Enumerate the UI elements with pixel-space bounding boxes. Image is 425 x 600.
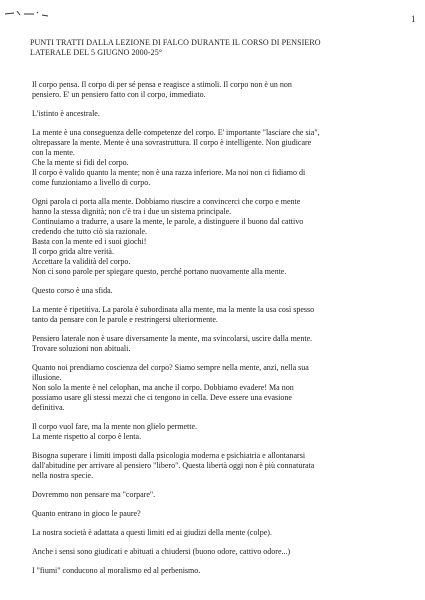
text-line: Trovare soluzioni non abituali. — [32, 344, 131, 353]
paragraph — [32, 80, 407, 100]
text-line: Non solo la mente è nel celophan, ma anche il corpo. Dobbiamo evadere! Ma non — [32, 383, 294, 392]
text-line: Il corpo è valido quanto la mente; non è una razza inferiore. Ma noi non ci fidiamo di — [32, 168, 306, 177]
text-line: illusione. — [32, 373, 62, 382]
paragraph — [32, 422, 407, 442]
title-line: PUNTI TRATTI DALLA LEZIONE DI FALCO DURANTE IL CORSO DI PENSIERO — [30, 38, 321, 47]
text-line: Continuiamo a tradurre, a usare la mente, le parole, a distinguere il buono dal cattivo — [32, 217, 304, 226]
text-line: pensiero. E' un pensiero fatto con il corpo, immediato. — [32, 90, 206, 99]
text-line: I "fiumi" conducono al moralismo ed al perbenismo. — [32, 566, 201, 575]
paragraph — [32, 334, 407, 354]
text-line: con la mente. — [32, 148, 75, 157]
text-line: Pensiero laterale non è usare diversamente la mente, ma svincolarsi, uscire dalla mente. — [32, 334, 313, 343]
text-line: hanno la stessa dignità; non c'è tra i due un sistema principale. — [32, 207, 232, 216]
text-line: Basta con la mente ed i suoi giochi! — [32, 237, 147, 246]
text-line: Anche i sensi sono giudicati e abituati a chiudersi (buono odore, cattivo odore...) — [32, 547, 291, 556]
text-line: definitiva. — [32, 403, 65, 412]
text-line: Il corpo grida altre verità. — [32, 247, 114, 256]
text-line: Il corpo pensa. Il corpo di per sé pensa e reagisce a stimoli. Il corpo non è un non — [32, 80, 292, 89]
text-line: Dovremmo non pensare ma "corpare". — [32, 490, 156, 499]
text-line: Non ci sono parole per spiegare questo, perché portano nuovamente alla mente. — [32, 267, 287, 276]
paragraph — [32, 109, 407, 119]
text-line: Bisogna superare i limiti imposti dalla psicologia moderna e psichiatria e allontanarsi — [32, 451, 306, 460]
paragraph — [32, 128, 407, 188]
text-line: nella nostra specie. — [32, 471, 94, 480]
paragraph — [32, 528, 407, 538]
paragraph — [32, 509, 407, 519]
paragraph — [32, 286, 407, 296]
text-line: La nostra società è adattata a questi limiti ed ai giudizi della mente (colpe). — [32, 528, 272, 537]
text-line: La mente è ripetitiva. La parola è subordinata alla mente, ma la mente la usa così spesso — [32, 305, 315, 314]
document-title — [30, 38, 410, 58]
paragraph — [32, 547, 407, 557]
text-line: Questo corso è una sfida. — [32, 286, 113, 295]
text-line: Accettare la validità del corpo. — [32, 257, 131, 266]
text-line: possiamo usare gli stessi mezzi che ci tengono in cella. Deve essere una evasione — [32, 393, 292, 402]
paragraph — [32, 451, 407, 481]
text-line: L'istinto è ancestrale. — [32, 109, 100, 118]
paragraph — [32, 305, 407, 325]
paragraph — [32, 197, 407, 277]
text-line: Quanto noi prendiamo coscienza del corpo? Siamo sempre nella mente, anzi, nella sua — [32, 363, 309, 372]
title-line: LATERALE DEL 5 GIUGNO 2000-25° — [30, 48, 163, 57]
text-line: Quanto entrano in gioco le paure? — [32, 509, 141, 518]
text-line: credendo che tutto ciò sia razionale. — [32, 227, 148, 236]
text-line: La mente è una conseguenza delle competenze del corpo. E' importante "lasciare che sia", — [32, 128, 320, 137]
document-body — [32, 80, 407, 585]
paragraph — [32, 490, 407, 500]
text-line: Il corpo vuol fare, ma la mente non glielo permette. — [32, 422, 198, 431]
page-number: 1 — [411, 14, 416, 24]
paragraph — [32, 566, 407, 576]
text-line: tanto da pensare con le parole e restringersi ulteriormente. — [32, 315, 218, 324]
text-line: La mente rispetto al corpo è lenta. — [32, 432, 142, 441]
scan-artifact-mark — [4, 8, 50, 18]
text-line: oltrepassare la mente. Mente è una sovrastruttura. Il corpo è intelligente. Non giudicare — [32, 138, 312, 147]
paragraph — [32, 363, 407, 413]
text-line: come funzioniamo a livello di corpo. — [32, 178, 151, 187]
text-line: Che la mente si fidi del corpo. — [32, 158, 129, 167]
text-line: dall'abitudine per arrivare al pensiero "libero". Questa libertà oggi non è più connaturata — [32, 461, 315, 470]
text-line: Ogni parola ci porta alla mente. Dobbiamo riuscire a convincerci che corpo e mente — [32, 197, 301, 206]
